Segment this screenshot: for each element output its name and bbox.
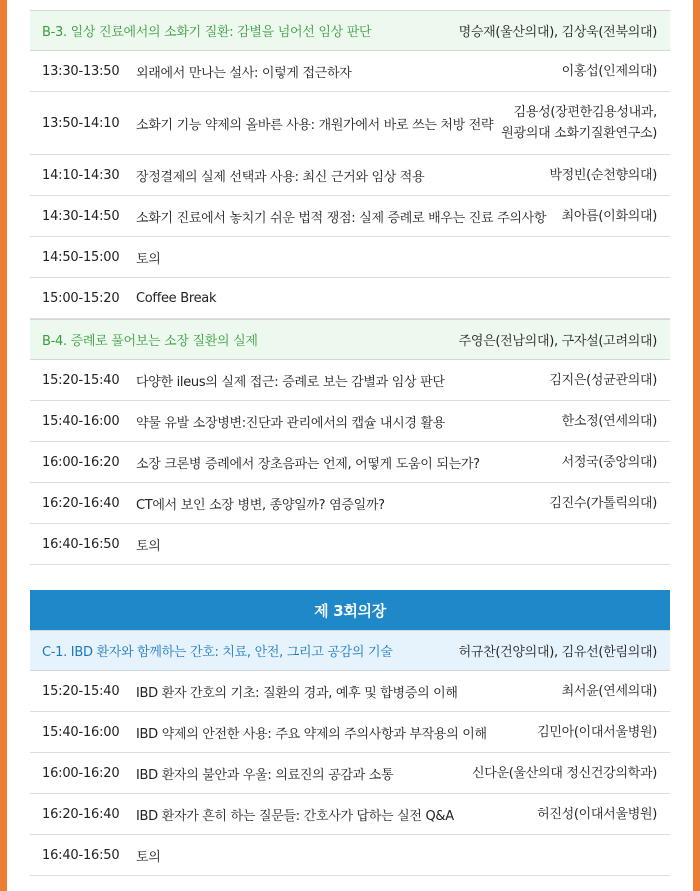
- row-title: 토의: [136, 538, 161, 554]
- session-header-b4: [30, 319, 670, 360]
- table-row: [30, 92, 670, 155]
- session-chairs: 명승재(울산의대), 김상욱(전북의대): [458, 25, 657, 40]
- row-speaker: 신다운(울산의대 정신건강의학과): [472, 765, 657, 781]
- row-title: IBD 환자의 불안과 우울: 의료진의 공감과 소통: [136, 767, 394, 783]
- row-speaker: 김지은(성균관의대): [549, 372, 657, 388]
- session-header-c1: [30, 630, 670, 671]
- row-time: 16:00-16:20: [42, 454, 120, 470]
- row-speaker: 김민아(이대서울병원): [537, 724, 657, 740]
- row-speaker: 최서윤(연세의대): [561, 683, 657, 699]
- right-orange-border: [693, 0, 700, 891]
- table-row: [30, 483, 670, 524]
- table-row: [30, 671, 670, 712]
- row-title: 소장 크론병 증례에서 장초음파는 언제, 어떻게 도움이 되는가?: [136, 456, 480, 472]
- row-title: CT에서 보인 소장 병변, 종양일까? 염증일까?: [136, 497, 385, 513]
- row-title: 토의: [136, 251, 161, 267]
- session-chairs: 허규찬(건양의대), 김유선(한림의대): [458, 645, 657, 660]
- row-time: 13:50-14:10: [42, 115, 120, 131]
- row-speaker: 최아름(이화의대): [561, 208, 657, 224]
- row-speaker: 이홍섭(인제의대): [561, 63, 657, 79]
- row-title: IBD 환자가 흔히 하는 질문들: 간호사가 답하는 실전 Q&A: [136, 808, 454, 824]
- row-time: 14:30-14:50: [42, 208, 120, 224]
- row-title: Coffee Break: [136, 290, 217, 306]
- row-speaker: 서정국(중앙의대): [561, 454, 657, 470]
- table-row: [30, 155, 670, 196]
- row-time: 15:40-16:00: [42, 724, 120, 740]
- table-row: [30, 401, 670, 442]
- table-row: [30, 835, 670, 876]
- session-chairs: 주영은(전남의대), 구자설(고려의대): [458, 334, 657, 349]
- speaker-line-2: 원광의대 소화기질환연구소): [501, 126, 657, 141]
- row-speaker: 박정빈(순천향의대): [549, 167, 657, 183]
- table-row: [30, 278, 670, 319]
- row-time: 15:20-15:40: [42, 372, 120, 388]
- session-title: B-3. 일상 진료에서의 소화기 질환: 감별을 넘어선 임상 판단: [42, 25, 372, 40]
- session-header-b3: [30, 10, 670, 51]
- row-time: 14:10-14:30: [42, 167, 120, 183]
- table-row: [30, 442, 670, 483]
- row-title: 다양한 ileus의 실제 접근: 증례로 보는 감별과 임상 판단: [136, 374, 445, 390]
- table-row: [30, 712, 670, 753]
- session-title: C-1. IBD 환자와 함께하는 간호: 치료, 안전, 그리고 공감의 기술: [42, 645, 393, 660]
- table-row: [30, 196, 670, 237]
- row-title: 토의: [136, 849, 161, 865]
- table-row: [30, 524, 670, 565]
- row-speaker: [501, 102, 670, 144]
- row-time: 15:20-15:40: [42, 683, 120, 699]
- row-title: IBD 약제의 안전한 사용: 주요 약제의 주의사항과 부작용의 이해: [136, 726, 487, 742]
- row-title: 장정결제의 실제 선택과 사용: 최신 근거와 임상 적용: [136, 169, 425, 185]
- hall-title-bar: 제 3회의장: [30, 590, 670, 630]
- row-speaker: 허진성(이대서울병원): [537, 806, 657, 822]
- table-row: [30, 794, 670, 835]
- row-time: 15:00-15:20: [42, 290, 120, 306]
- row-speaker: 김진수(가톨릭의대): [549, 495, 657, 511]
- left-orange-border: [0, 0, 7, 891]
- row-time: 16:20-16:40: [42, 495, 120, 511]
- row-title: 소화기 기능 약제의 올바른 사용: 개원가에서 바로 쓰는 처방 전략: [136, 117, 494, 133]
- table-row: [30, 237, 670, 278]
- table-row: [30, 51, 670, 92]
- row-time: 15:40-16:00: [42, 413, 120, 429]
- speaker-line-1: 김용성(장편한김용성내과,: [513, 105, 657, 120]
- session-title: B-4. 증례로 풀어보는 소장 질환의 실제: [42, 334, 258, 349]
- row-time: 16:40-16:50: [42, 847, 120, 863]
- row-time: 13:30-13:50: [42, 63, 120, 79]
- row-time: 16:40-16:50: [42, 536, 120, 552]
- row-time: 16:00-16:20: [42, 765, 120, 781]
- row-time: 14:50-15:00: [42, 249, 120, 265]
- row-title: IBD 환자 간호의 기초: 질환의 경과, 예후 및 합병증의 이해: [136, 685, 458, 701]
- row-title: 소화기 진료에서 놓치기 쉬운 법적 쟁점: 실제 증례로 배우는 진료 주의사항: [136, 210, 547, 226]
- row-time: 16:20-16:40: [42, 806, 120, 822]
- table-row: [30, 360, 670, 401]
- section-gap: [30, 565, 670, 590]
- program-schedule: [30, 10, 670, 876]
- row-title: 외래에서 만나는 설사: 이렇게 접근하자: [136, 65, 352, 81]
- row-speaker: 한소정(연세의대): [561, 413, 657, 429]
- table-row: [30, 753, 670, 794]
- row-title: 약물 유발 소장병변:진단과 관리에서의 캡슐 내시경 활용: [136, 415, 446, 431]
